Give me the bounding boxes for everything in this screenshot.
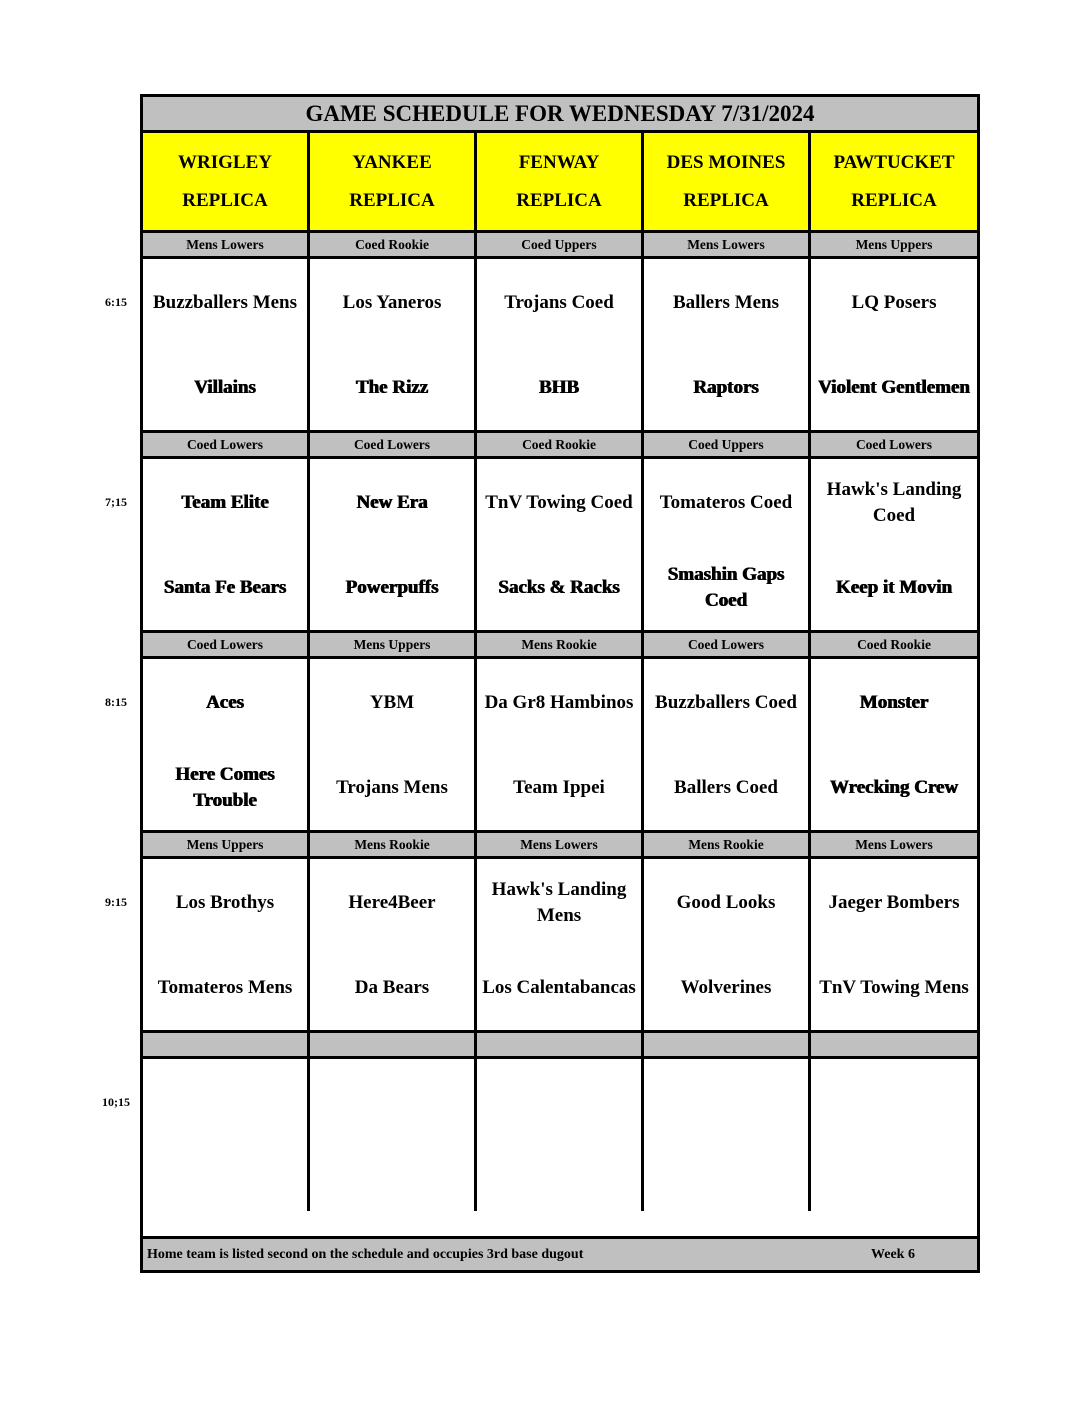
field-header — [644, 133, 811, 233]
home-team: Powerpuffs — [310, 545, 477, 633]
field-name-line2: REPLICA — [851, 189, 937, 211]
home-team: Los Calentabancas — [477, 945, 644, 1033]
division-label: Coed Rookie — [310, 233, 477, 259]
home-team — [811, 1145, 977, 1211]
division-label: Mens Rookie — [477, 633, 644, 659]
division-label — [811, 1033, 977, 1059]
division-label: Mens Lowers — [811, 833, 977, 859]
division-label: Mens Uppers — [143, 833, 310, 859]
time-label: 10;15 — [102, 1095, 130, 1109]
away-team — [644, 1059, 811, 1147]
division-label: Mens Uppers — [310, 633, 477, 659]
field-name-line1: YANKEE — [352, 151, 432, 173]
home-team: The Rizz — [310, 345, 477, 433]
home-team: Ballers Coed — [644, 745, 811, 833]
division-label: Coed Lowers — [811, 433, 977, 459]
division-label: Coed Uppers — [644, 433, 811, 459]
field-header — [143, 133, 310, 233]
home-team: Violent Gentlemen — [811, 345, 977, 433]
time-label: 6:15 — [105, 295, 127, 309]
away-team: Hawk's Landing Coed — [826, 479, 962, 526]
field-name-line1: PAWTUCKET — [833, 151, 955, 173]
time-label: 8:15 — [105, 695, 127, 709]
away-team: Team Elite — [143, 459, 310, 547]
field-name-line2: REPLICA — [516, 189, 602, 211]
away-team: Trojans Coed — [477, 259, 644, 347]
division-label: Mens Uppers — [811, 233, 977, 259]
away-team: LQ Posers — [851, 292, 937, 313]
division-label: Coed Uppers — [477, 233, 644, 259]
field-header — [811, 133, 977, 233]
footer-bar — [143, 1236, 977, 1270]
away-team: Aces — [143, 659, 310, 747]
away-team: Los Brothys — [143, 859, 310, 947]
away-team — [310, 1059, 477, 1147]
home-team — [143, 1145, 310, 1211]
home-team: Da Bears — [310, 945, 477, 1033]
home-team: Villains — [143, 345, 310, 433]
away-team: YBM — [310, 659, 477, 747]
home-team — [477, 1145, 644, 1211]
field-header — [310, 133, 477, 233]
away-team: Jaeger Bombers — [828, 892, 960, 913]
division-label — [644, 1033, 811, 1059]
time-label: 9:15 — [105, 895, 127, 909]
schedule-table — [140, 94, 980, 1273]
away-team — [477, 1059, 644, 1147]
division-label: Coed Rookie — [477, 433, 644, 459]
away-team: Hawk's Landing Mens — [477, 859, 644, 947]
field-name-line1: WRIGLEY — [178, 151, 272, 173]
division-label — [477, 1033, 644, 1059]
away-team — [143, 1059, 310, 1147]
division-label: Mens Rookie — [310, 833, 477, 859]
home-team: Santa Fe Bears — [143, 545, 310, 633]
away-team: TnV Towing Coed — [477, 459, 644, 547]
division-label: Mens Rookie — [644, 833, 811, 859]
division-label: Coed Lowers — [143, 633, 310, 659]
schedule-title: GAME SCHEDULE FOR WEDNESDAY 7/31/2024 — [143, 97, 977, 133]
home-team-note: Home team is listed second on the schedule and occupies 3rd base dugout — [147, 1247, 584, 1262]
division-label: Coed Lowers — [644, 633, 811, 659]
division-label — [310, 1033, 477, 1059]
home-team: TnV Towing Mens — [811, 945, 977, 1033]
away-team — [811, 1059, 977, 1147]
away-team: Tomateros Coed — [644, 459, 811, 547]
field-name-line2: REPLICA — [683, 189, 769, 211]
away-team: Buzzballers Mens — [143, 259, 310, 347]
division-label: Mens Lowers — [644, 233, 811, 259]
away-team: Good Looks — [644, 859, 811, 947]
field-name-line1: FENWAY — [518, 151, 600, 173]
away-team: Ballers Mens — [644, 259, 811, 347]
away-team: Da Gr8 Hambinos — [477, 659, 644, 747]
field-header — [477, 133, 644, 233]
field-name-line2: REPLICA — [182, 189, 268, 211]
division-label — [143, 1033, 310, 1059]
home-team: Smashin Gaps Coed — [644, 545, 811, 633]
week-label: Week 6 — [871, 1247, 915, 1262]
time-label: 7;15 — [105, 495, 127, 509]
home-team: Sacks & Racks — [477, 545, 644, 633]
home-team — [310, 1145, 477, 1211]
division-label: Coed Lowers — [310, 433, 477, 459]
home-team: BHB — [477, 345, 644, 433]
home-team: Tomateros Mens — [143, 945, 310, 1033]
division-label: Mens Lowers — [143, 233, 310, 259]
division-label: Coed Lowers — [143, 433, 310, 459]
away-team: New Era — [310, 459, 477, 547]
home-team — [644, 1145, 811, 1211]
field-name-line1: DES MOINES — [666, 151, 786, 173]
home-team: Team Ippei — [477, 745, 644, 833]
away-team: Here4Beer — [310, 859, 477, 947]
division-label: Coed Rookie — [811, 633, 977, 659]
home-team: Keep it Movin — [811, 545, 977, 633]
home-team: Trojans Mens — [310, 745, 477, 833]
home-team: Wrecking Crew — [811, 745, 977, 833]
home-team: Wolverines — [644, 945, 811, 1033]
division-label: Mens Lowers — [477, 833, 644, 859]
home-team: Raptors — [644, 345, 811, 433]
away-team: Los Yaneros — [310, 259, 477, 347]
home-team: Here Comes Trouble — [143, 745, 310, 833]
away-team: Monster — [859, 692, 929, 713]
field-name-line2: REPLICA — [349, 189, 435, 211]
away-team: Buzzballers Coed — [644, 659, 811, 747]
